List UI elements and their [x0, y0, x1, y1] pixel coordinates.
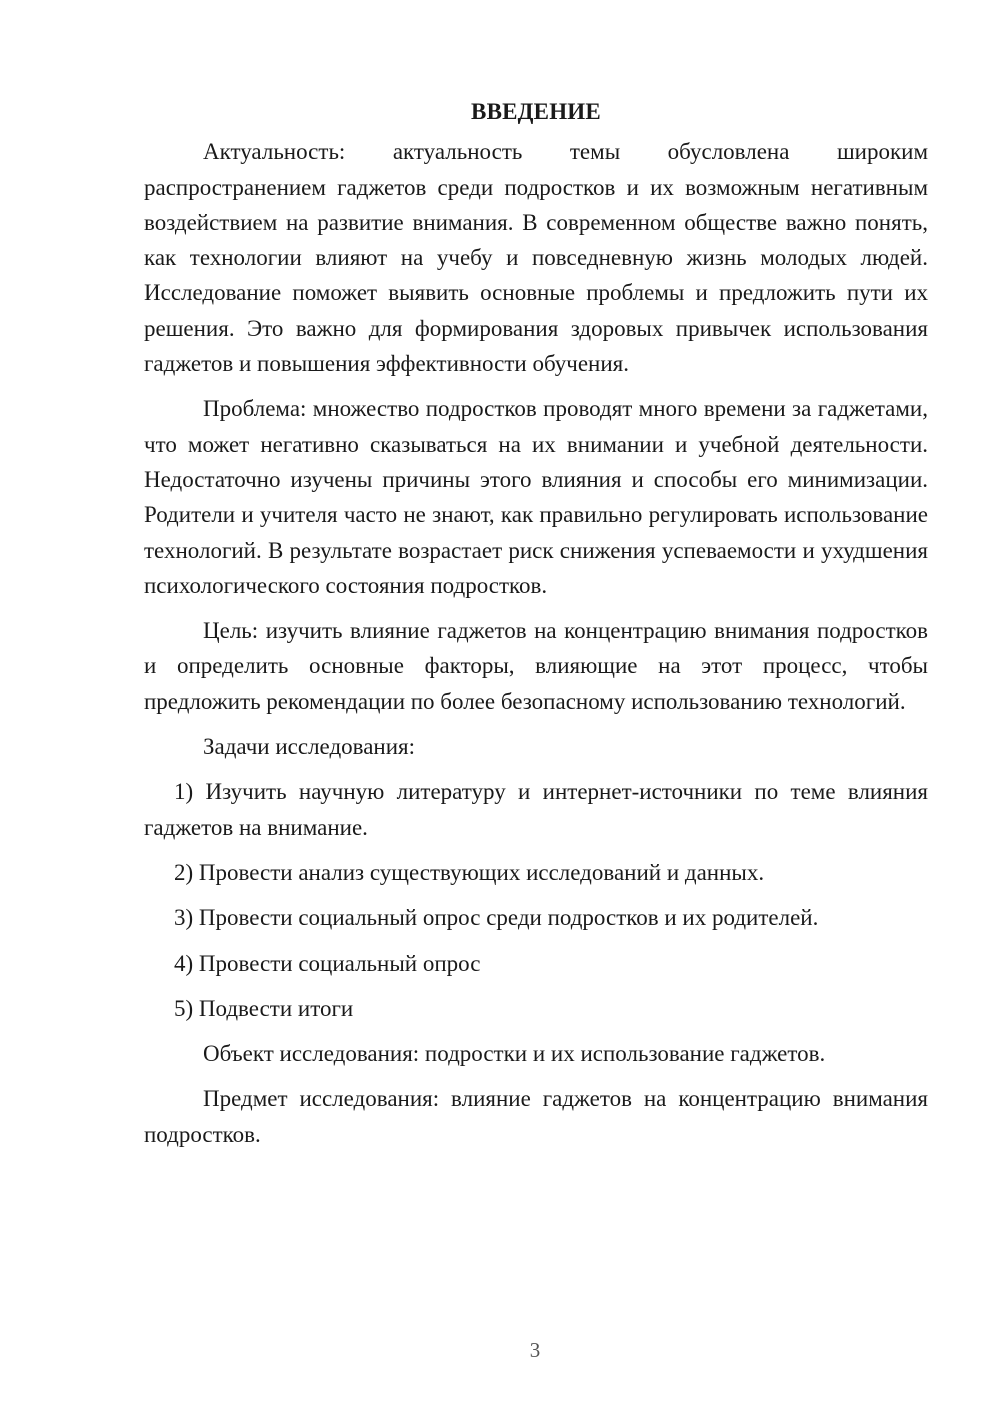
problem-paragraph: Проблема: множество подростков проводят много времени за гаджетами, что может негативно сказываться на их внимании и учебной деятельности. Недостаточно изучены причины этого влияния и способы его минимизации. Родители и учителя часто не знают, как правильно регулировать использование технологий. В результате возрастает риск снижения успеваемости и ухудшения психологического состояния подростков. [144, 396, 928, 598]
page-number: 3 [529, 1338, 541, 1362]
tasks-heading: Задачи исследования: [203, 734, 416, 760]
relevance-paragraph: Актуальность: актуальность темы обусловлена широким распространением гаджетов среди подростков и их возможным негативным воздействием на развитие внимания. В современном обществе важно понять, как технологии влияют на учебу и повседневную жизнь молодых людей. Исследование поможет выявить основные проблемы и предложить пути их решения. Это важно для формирования здоровых привычек использования гаджетов и повышения эффективности обучения. [144, 139, 928, 377]
task-item: 5) Подвести итоги [174, 995, 354, 1021]
task-item: 4) Провести социальный опрос [174, 950, 481, 976]
task-item: 3) Провести социальный опрос среди подростков и их родителей. [174, 905, 819, 931]
subject-paragraph: Предмет исследования: влияние гаджетов на концентрацию внимания подростков. [144, 1086, 928, 1147]
page-title: ВВЕДЕНИЕ [471, 99, 601, 124]
goal-paragraph: Цель: изучить влияние гаджетов на концентрацию внимания подростков и определить основные факторы, влияющие на этот процесс, чтобы предложить рекомендации по более безопасному использованию технологий. [144, 618, 928, 714]
task-item: 1) Изучить научную литературу и интернет-источники по теме влияния гаджетов на внимание. [144, 779, 928, 840]
task-item: 2) Провести анализ существующих исследований и данных. [174, 859, 765, 885]
tasks-list [144, 774, 928, 1026]
object-paragraph: Объект исследования: подростки и их использование гаджетов. [203, 1041, 826, 1067]
page-content [144, 94, 928, 1162]
